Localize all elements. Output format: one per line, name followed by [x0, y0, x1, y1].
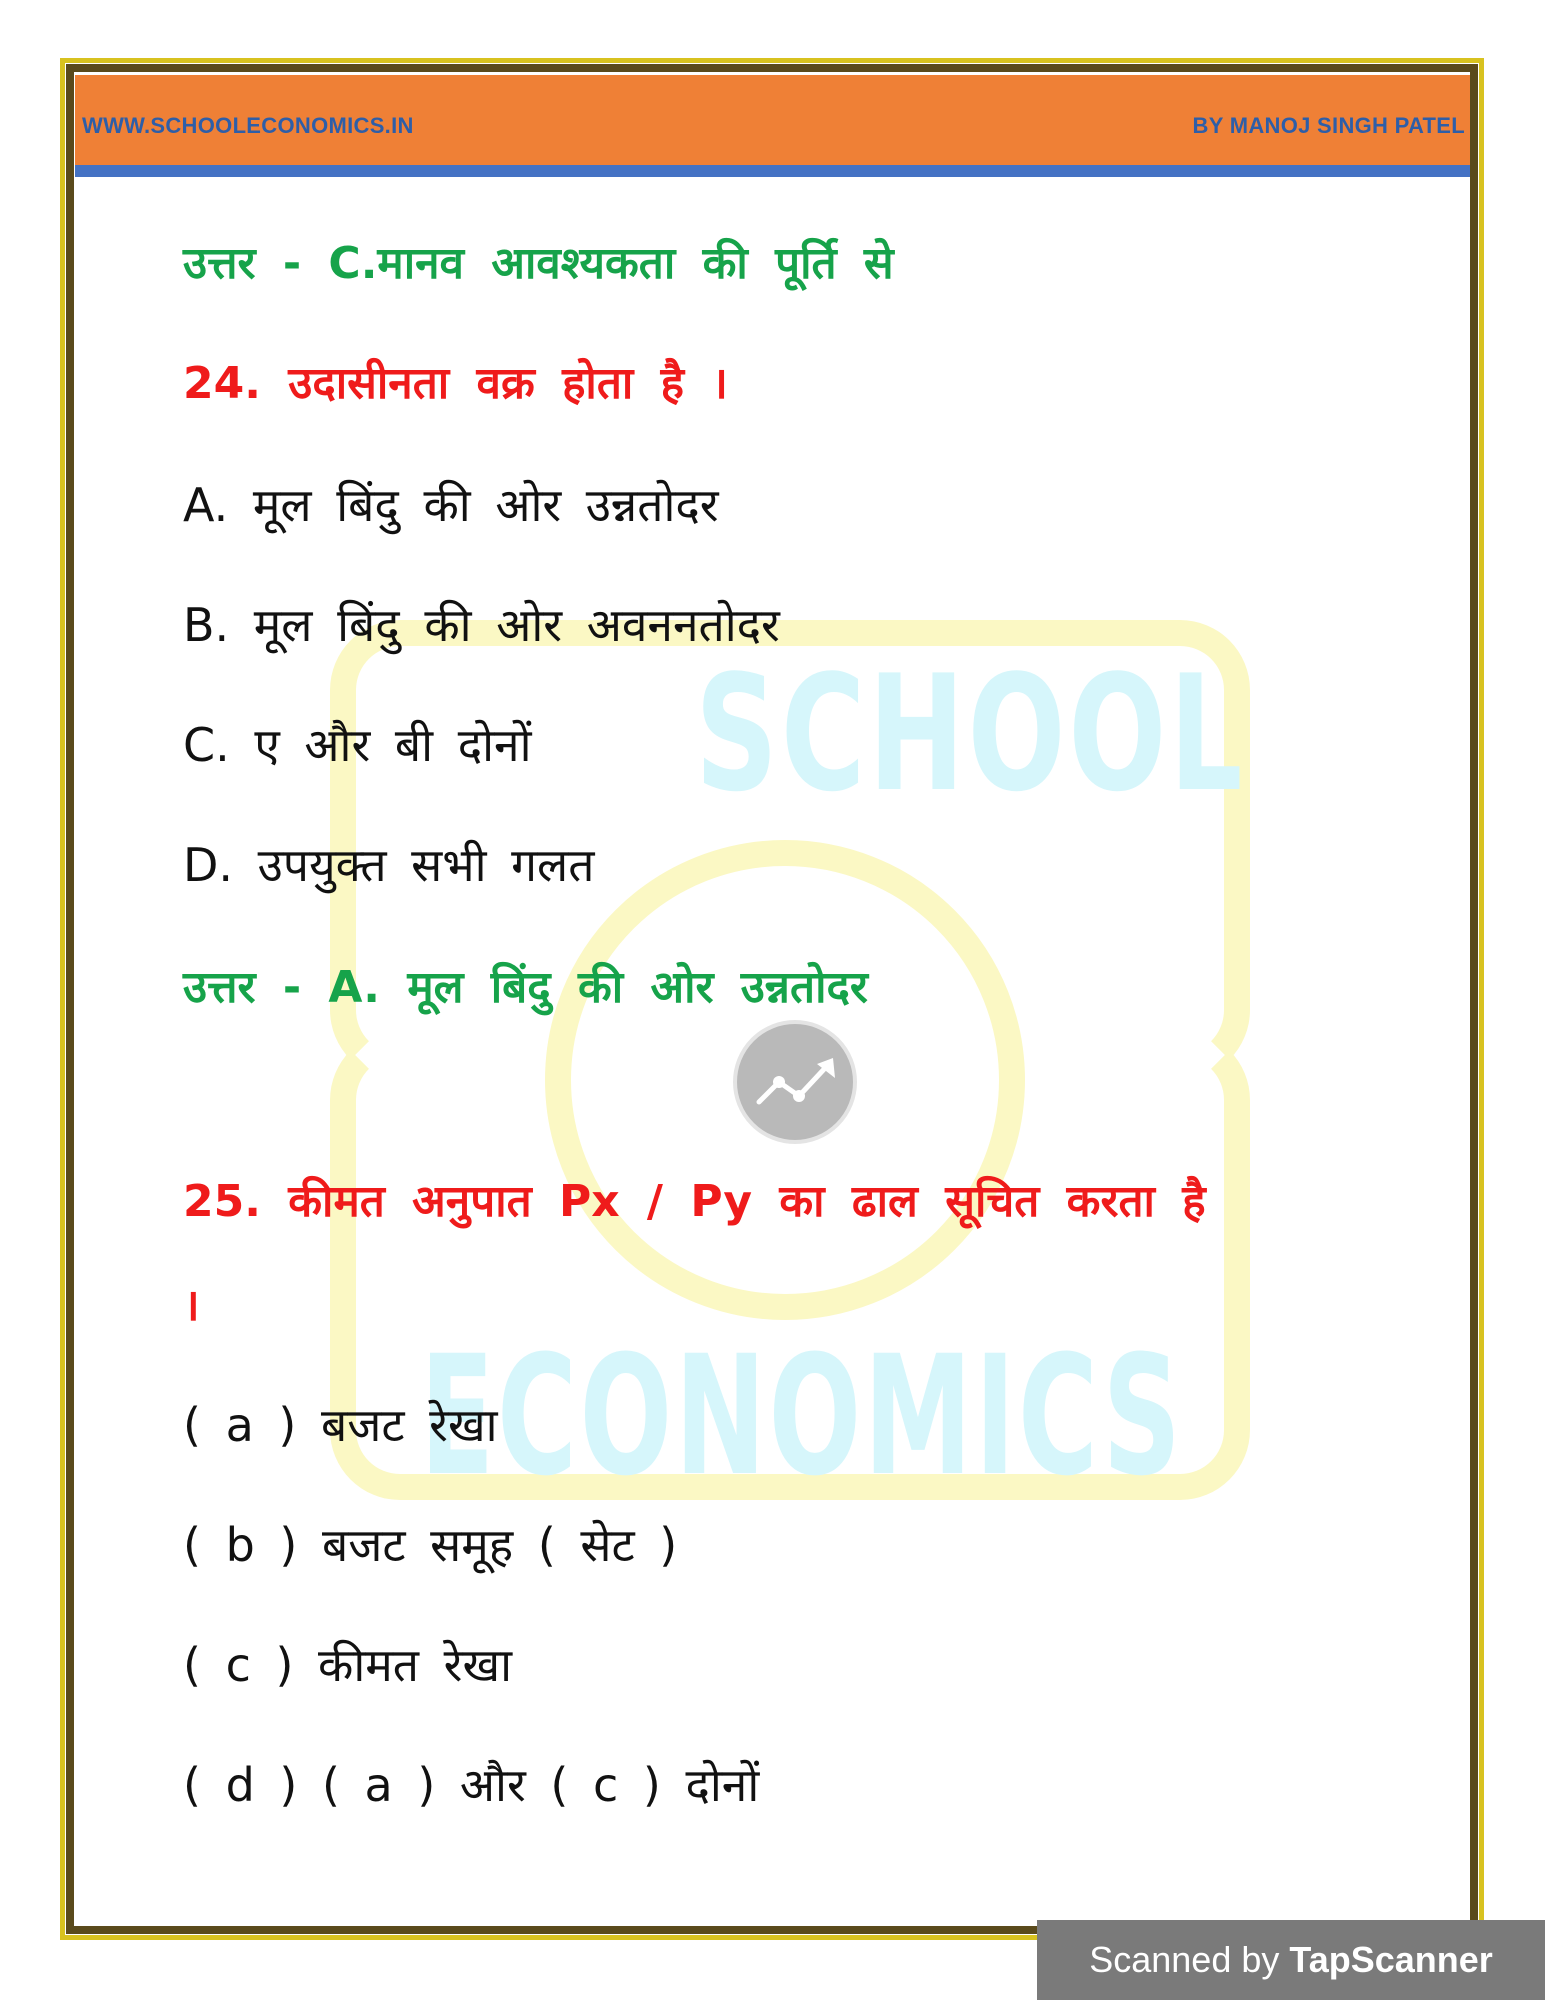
q24-option-c: C. ए और बी दोनों: [183, 718, 532, 772]
header-stripe: [75, 165, 1470, 177]
q25-option-a: ( a ) बजट रेखा: [183, 1398, 498, 1452]
q24-option-b: B. मूल बिंदु की ओर अवननतोदर: [183, 598, 780, 652]
author-label: BY MANOJ SINGH PATEL: [1192, 113, 1465, 138]
scanner-brand: TapScanner: [1289, 1939, 1493, 1980]
q24-option-a: A. मूल बिंदु की ओर उन्नतोदर: [183, 478, 719, 532]
q24-option-d: D. उपयुक्त सभी गलत: [183, 838, 595, 892]
tapscanner-badge: [1037, 1920, 1545, 2000]
answer-24: उत्तर - A. मूल बिंदु की ओर उन्नतोदर: [183, 962, 868, 1013]
watermark-economics-text: ECONOMICS: [420, 1320, 1184, 1512]
question-25-line-1: 25. कीमत अनुपात Px / Py का ढाल सूचित करता है: [183, 1176, 1206, 1227]
website-label: WWW.SCHOOLECONOMICS.IN: [82, 113, 414, 138]
answer-23: उत्तर - C.मानव आवश्यकता की पूर्ति से: [183, 238, 894, 289]
watermark-school-text: SCHOOL: [695, 640, 1246, 827]
q25-option-d: ( d ) ( a ) और ( c ) दोनों: [183, 1758, 760, 1812]
question-25-line-2: ।: [183, 1280, 200, 1331]
q25-option-c: ( c ) कीमत रेखा: [183, 1638, 512, 1692]
question-24: 24. उदासीनता वक्र होता है ।: [183, 358, 728, 409]
q25-option-b: ( b ) बजट समूह ( सेट ): [183, 1518, 678, 1572]
scanner-prefix: Scanned by: [1089, 1939, 1290, 1980]
